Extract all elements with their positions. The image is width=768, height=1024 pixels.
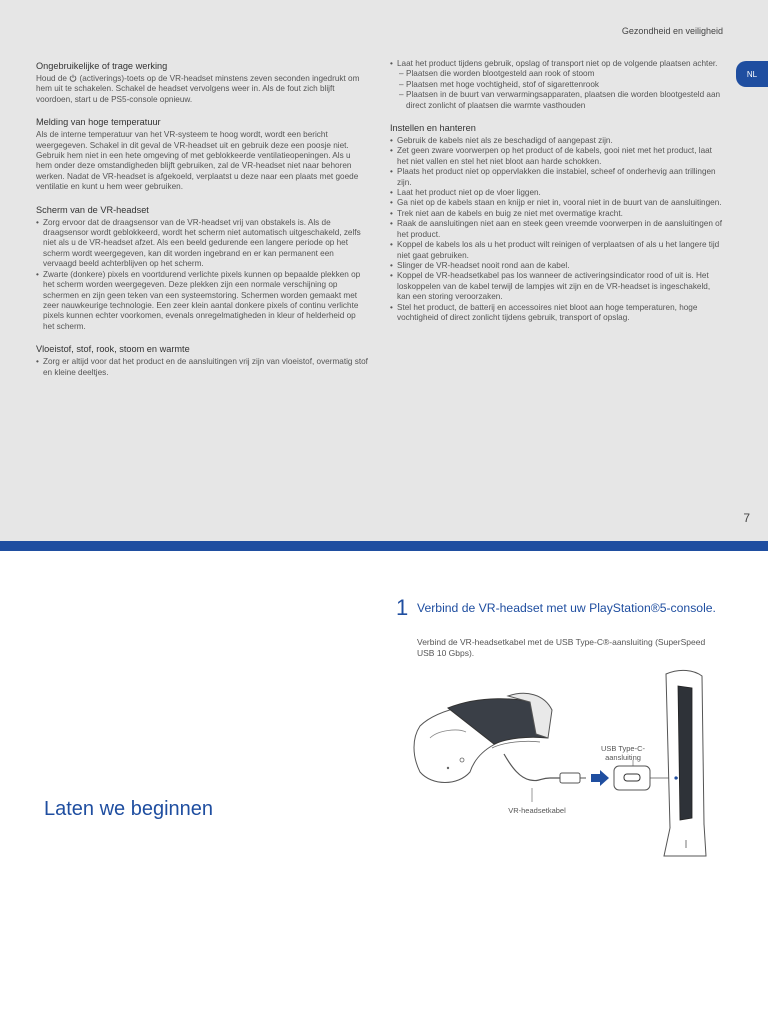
ps5-console-icon	[664, 670, 706, 856]
divider-bar	[0, 541, 768, 551]
list-item: • Raak de aansluitingen niet aan en steek geen vreemde voorwerpen in de aansluitingen of het product.	[390, 219, 722, 240]
arrow-right-icon	[591, 770, 609, 786]
list-item: • Ga niet op de kabels staan en knijp er niet in, vooral niet in de buurt van de aansluitingen.	[390, 198, 722, 208]
list-item: • Laat het product tijdens gebruik, opslag of transport niet op de volgende plaatsen achter.	[390, 59, 722, 69]
list-item: • Zwarte (donkere) pixels en voortdurend verlichte pixels kunnen op bepaalde plekken op het scherm worden weergegeven. Deze plekken zijn een normale verschijning op schermen en zijn geen teken van een systeemstoring. Schermen worden gemaakt met zeer nauwkeurige technologie. Een zeer klein aantal donkere pixels of continu verlichte pixels kunnen echter voorkomen, evenals onregelmatigheden in kleur of helderheid op het scherm.	[36, 270, 368, 332]
bullet-list	[36, 218, 368, 332]
bullet-list	[36, 357, 368, 378]
list-item: • Stel het product, de batterij en accessoires niet bloot aan hoge temperaturen, hoge vochtigheid of direct zonlicht tijdens gebruik, transport of opslag.	[390, 303, 722, 324]
connection-diagram	[408, 668, 718, 870]
list-item: • Zorg ervoor dat de draagsensor van de VR-headset vrij van obstakels is. Als de draagsensor wordt geblokkeerd, wordt het scherm niet automatisch uitgeschakeld, zelfs niet als u de VR-headset afzet. Als een beeld gedurende een langere periode op het scherm wordt weergegeven, kan dit worden ingebrand en er kan permanent een vervaagd beeld achterblijven op het scherm.	[36, 218, 368, 270]
section-high-temperature	[36, 116, 368, 192]
list-subitem: – Plaatsen die worden blootgesteld aan rook of stoom	[390, 69, 722, 79]
vr-headset-icon	[414, 693, 552, 782]
section-title: Ongebruikelijke of trage werking	[36, 61, 168, 71]
step-number: 1	[396, 595, 409, 620]
list-item: • Zet geen zware voorwerpen op het product of de kabels, gooi niet met het product, laat het niet vallen en stel het niet bloot aan harde schokken.	[390, 146, 722, 167]
left-column	[36, 60, 368, 389]
section-title: Instellen en hanteren	[390, 123, 476, 134]
section-header: Gezondheid en veiligheid	[621, 26, 723, 36]
list-item: • Koppel de VR-headsetkabel pas los wanneer de activeringsindicator rood of uit is. Het loskoppelen van de kabel terwijl de lampjes wit zijn en de VR-headset is ingeschakeld, kan een storing veroorzaken.	[390, 271, 722, 302]
vr-headset-cable	[504, 754, 560, 781]
language-tab: NL	[736, 61, 768, 87]
right-column	[390, 59, 722, 334]
section-headset-screen	[36, 204, 368, 332]
list-item: • Slinger de VR-headset nooit rond aan de kabel.	[390, 261, 722, 271]
bullet-list	[390, 136, 722, 323]
step-description: Verbind de VR-headsetkabel met de USB Type-C®-aansluiting (SuperSpeed USB 10 Gbps).	[417, 637, 706, 658]
port-label: USB Type-C-aansluiting	[600, 744, 646, 762]
list-item: • Laat het product niet op de vloer liggen.	[390, 188, 722, 198]
section-storage-places	[390, 59, 722, 111]
text-part: (activerings)-toets op de VR-headset minstens zeven seconden ingedrukt om hem uit te schakelen. Schakel de headset vervolgens weer in. Als de fout zich blijft voordoen, start u de PS5-console opnieuw.	[36, 74, 360, 104]
page-number: 7	[743, 511, 750, 525]
section-text: Als de interne temperatuur van het VR-systeem te hoog wordt, wordt een bericht weergegeven. Schakel in dit geval de VR-headset uit en gebruik deze een poosje niet. Gebruik hem niet in een hete omgeving of met geblokkeerde ventilatieopeningen. Als u hem onder deze omstandigheden blijft gebruiken, zal de VR-headset niet naar behoren werken. Nadat de VR-headset is afgekoeld, verplaatst u deze naar een plaats met goede ventilatie en kunt u hem weer gebruiken.	[36, 130, 359, 192]
bullet-list	[390, 59, 722, 111]
list-item: • Gebruik de kabels niet als ze beschadigd of aangepast zijn.	[390, 136, 722, 146]
page-title: Laten we beginnen	[44, 798, 214, 820]
usb-c-plug	[560, 773, 580, 783]
section-setup-handling	[390, 122, 722, 323]
list-item: • Plaats het product niet op oppervlakken die instabiel, scheef of onderhevig aan trillingen zijn.	[390, 167, 722, 188]
list-subitem: – Plaatsen in de buurt van verwarmingsapparaten, plaatsen die worden blootgesteld aan direct zonlicht of plaatsen die warmte vasthouden	[390, 90, 722, 111]
list-subitem: – Plaatsen met hoge vochtigheid, stof of sigarettenrook	[390, 80, 722, 90]
section-unusual-operation	[36, 60, 368, 105]
section-text	[36, 74, 368, 105]
connection-illustration	[408, 668, 718, 870]
list-item: • Zorg er altijd voor dat het product en de aansluitingen vrij zijn van vloeistof, overmatig stof en kleine deeltjes.	[36, 357, 368, 378]
list-item: • Trek niet aan de kabels en buig ze niet met overmatige kracht.	[390, 209, 722, 219]
section-title: Scherm van de VR-headset	[36, 204, 149, 215]
text-part: Houd de	[36, 74, 70, 83]
section-title: Melding van hoge temperatuur	[36, 117, 161, 128]
cable-label: VR-headsetkabel	[508, 806, 566, 815]
section-liquid-dust	[36, 343, 368, 378]
step-title: Verbind de VR-headset met uw PlayStation®5-console.	[417, 601, 716, 615]
section-title: Vloeistof, stof, rook, stoom en warmte	[36, 344, 190, 355]
list-item: • Koppel de kabels los als u het product wilt reinigen of verplaatsen of als u het langere tijd niet gaat gebruiken.	[390, 240, 722, 261]
